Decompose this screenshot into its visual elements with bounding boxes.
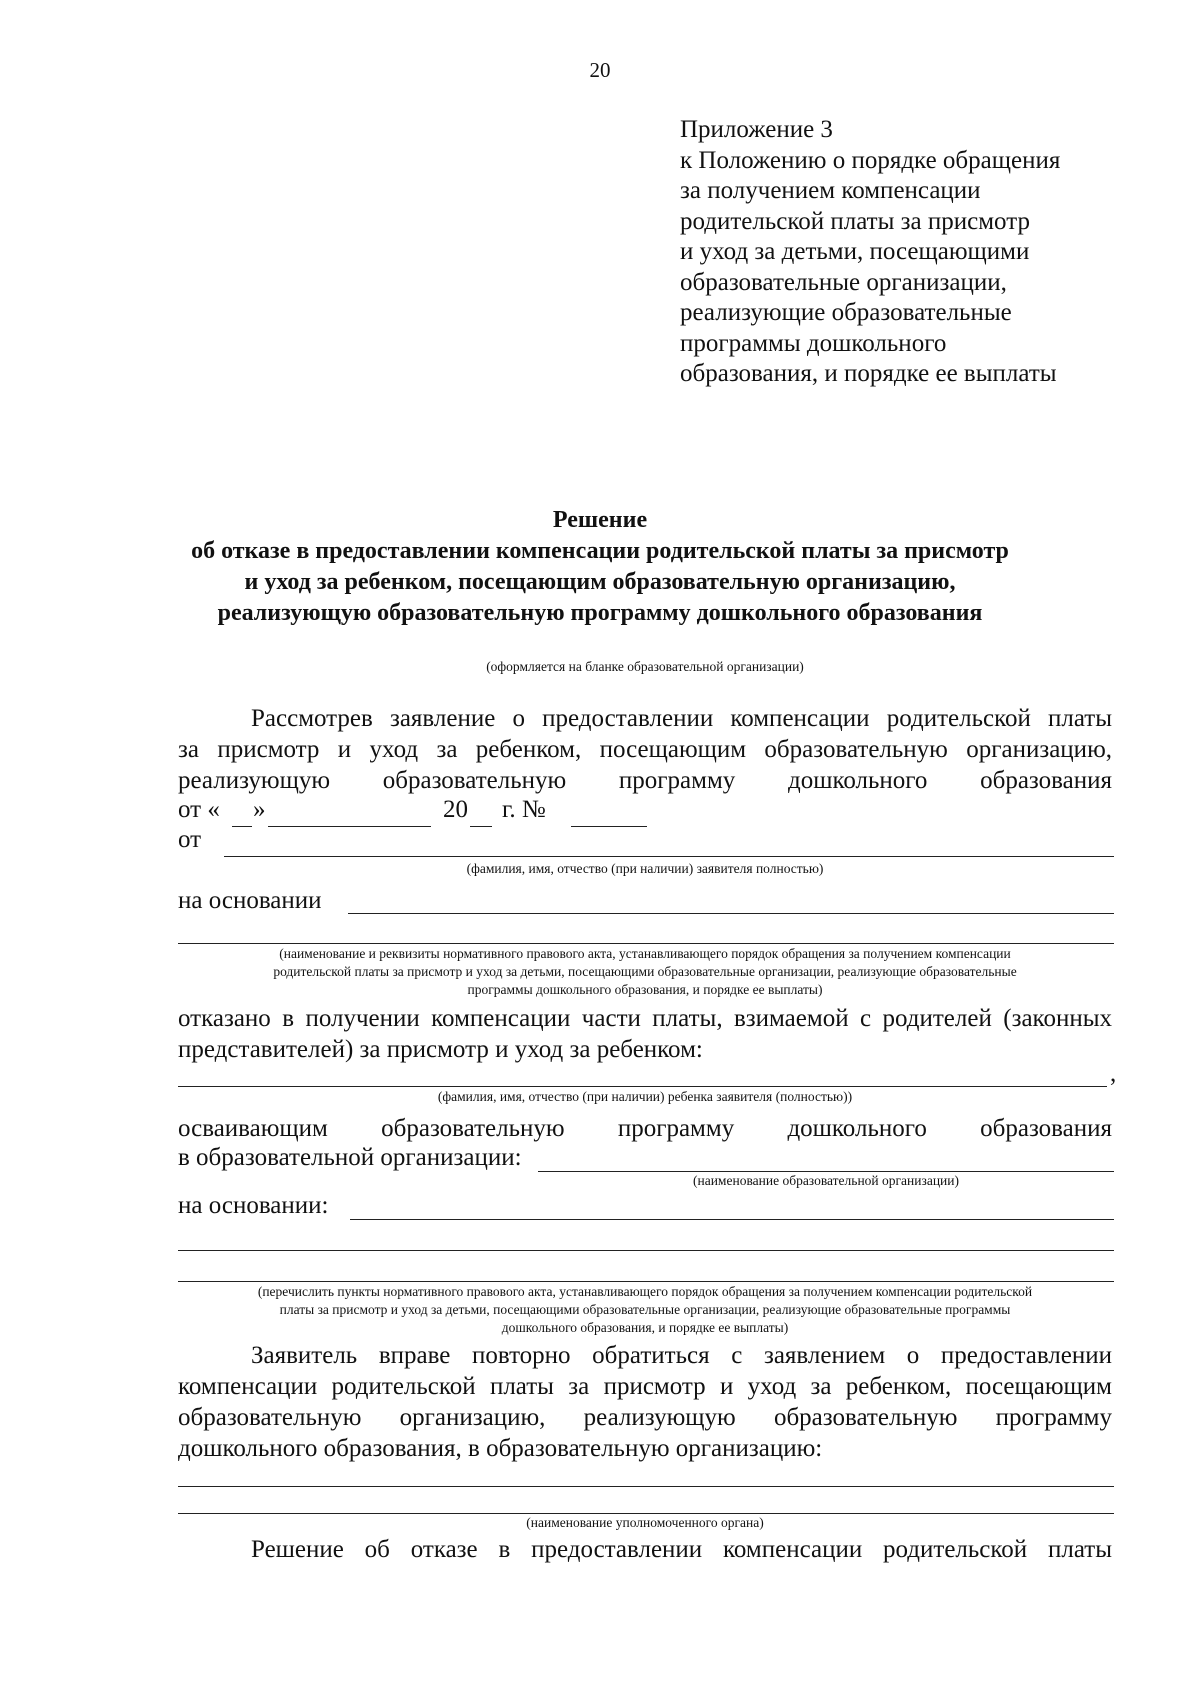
- appendix-line: за получением компенсации: [680, 177, 981, 204]
- appendix-line: реализующие образовательные: [680, 299, 1012, 326]
- appendix-line: к Положению о порядке обращения: [680, 146, 1061, 174]
- basis1-field-line2[interactable]: [178, 943, 1114, 944]
- child-trailing-comma: ,: [1110, 1060, 1117, 1087]
- appendix-line: образовательные организации,: [680, 268, 1007, 296]
- date-month-field[interactable]: [268, 826, 431, 827]
- page-number: 20: [589, 58, 611, 82]
- refusal-line1: отказано в получении компенсации части платы, взимаемой с родителей (законных: [178, 1005, 1112, 1032]
- applicant-name-field[interactable]: [224, 856, 1114, 857]
- caption-line: дошкольного образования, и порядке ее выплаты): [501, 1320, 789, 1335]
- applicant-caption: (фамилия, имя, отчество (при наличии) заявителя полностью): [466, 861, 824, 876]
- blank-note: (оформляется на бланке образовательной организации): [486, 659, 804, 674]
- document-title: [120, 505, 1080, 629]
- paragraph1-line1: Рассмотрев заявление о предоставлении компенсации родительской платы: [251, 705, 1112, 732]
- number-label: г. №: [502, 796, 546, 823]
- appendix-line: программы дошкольного: [680, 329, 947, 357]
- basis1-caption: [178, 945, 1112, 999]
- appendix-header: [680, 115, 1140, 390]
- authority-field[interactable]: [178, 1486, 1114, 1487]
- organization-name-field[interactable]: [538, 1171, 1114, 1172]
- appendix-line: родительской платы за присмотр: [680, 207, 1030, 235]
- paragraph1-line3: реализующую образовательную программу дошкольного образования: [178, 767, 1112, 794]
- caption-line: (перечислить пункты нормативного правового акта, устанавливающего порядок обращения за получением компенсации родительской: [257, 1284, 1033, 1299]
- appendix-line: образования, и порядке ее выплаты: [680, 360, 1057, 387]
- applicant-label: от: [178, 826, 202, 853]
- child-name-field[interactable]: [178, 1086, 1107, 1087]
- reapply-line3: образовательную организацию, реализующую образовательную программу: [178, 1404, 1112, 1431]
- basis2-field-line2[interactable]: [178, 1250, 1114, 1251]
- reapply-line4: дошкольного образования, в образовательную организацию:: [178, 1435, 823, 1462]
- date-year-prefix: 20: [443, 796, 468, 823]
- refusal-line2: представителей) за присмотр и уход за ребенком:: [178, 1036, 703, 1063]
- paragraph1-line2: за присмотр и уход за ребенком, посещающим образовательную организацию,: [178, 736, 1112, 763]
- basis2-caption: [178, 1283, 1112, 1337]
- basis1-field[interactable]: [348, 913, 1114, 914]
- basis2-field[interactable]: [350, 1219, 1114, 1220]
- title-line: реализующую образовательную программу дошкольного образования: [217, 600, 983, 626]
- date-year-field[interactable]: [470, 826, 492, 827]
- reapply-caption: (наименование уполномоченного органа): [526, 1515, 764, 1530]
- title-line: и уход за ребенком, посещающим образовательную организацию,: [244, 569, 956, 595]
- basis1-label: на основании: [178, 887, 322, 914]
- caption-line: программы дошкольного образования, и порядке ее выплаты): [467, 982, 823, 997]
- reapply-line2: компенсации родительской платы за присмотр и уход за ребенком, посещающим: [178, 1373, 1112, 1400]
- mastering-line1: осваивающим образовательную программу дошкольного образования: [178, 1115, 1112, 1142]
- date-prefix: от «: [178, 796, 220, 823]
- application-number-field[interactable]: [571, 826, 647, 827]
- appendix-line: и уход за детьми, посещающими: [680, 238, 1030, 265]
- date-day-field[interactable]: [232, 826, 252, 827]
- basis2-field-line3[interactable]: [178, 1281, 1114, 1282]
- date-quote-close: »: [253, 796, 266, 823]
- reapply-line1: Заявитель вправе повторно обратиться с заявлением о предоставлении: [251, 1342, 1112, 1369]
- mastering-caption: (наименование образовательной организации): [693, 1173, 959, 1188]
- mastering-org-label: в образовательной организации:: [178, 1144, 522, 1171]
- final-line1: Решение об отказе в предоставлении компенсации родительской платы: [251, 1536, 1112, 1563]
- caption-line: (наименование и реквизиты нормативного правового акта, устанавливающего порядок обращения за получением компенсации: [279, 946, 1011, 961]
- title-line: об отказе в предоставлении компенсации родительской платы за присмотр: [191, 538, 1009, 564]
- appendix-line: Приложение 3: [680, 116, 833, 143]
- title-heading: Решение: [552, 507, 648, 533]
- caption-line: платы за присмотр и уход за детьми, посещающими образовательные организации, реализующие образовательные программы: [279, 1302, 1011, 1317]
- caption-line: родительской платы за присмотр и уход за детьми, посещающими образовательные организации, реализующие образовательные: [273, 964, 1017, 979]
- child-caption: (фамилия, имя, отчество (при наличии) ребенка заявителя (полностью)): [437, 1089, 853, 1104]
- basis2-label: на основании:: [178, 1192, 329, 1219]
